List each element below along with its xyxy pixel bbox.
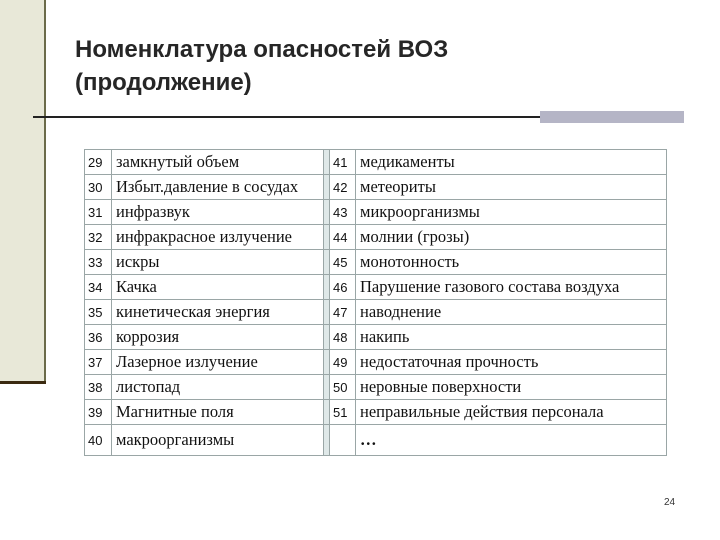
left-decor-edge bbox=[44, 0, 46, 384]
hazards-table-body bbox=[85, 150, 667, 456]
hazard-name-right: Парушение газового состава воздуха bbox=[356, 275, 667, 300]
hazard-number-left: 34 bbox=[85, 275, 112, 300]
table-row bbox=[85, 350, 667, 375]
hazard-name-left: Качка bbox=[112, 275, 324, 300]
hazard-number-left: 29 bbox=[85, 150, 112, 175]
left-decor-bar bbox=[0, 0, 44, 382]
hazard-name-left: коррозия bbox=[112, 325, 324, 350]
hazard-number-right: 42 bbox=[330, 175, 356, 200]
hazard-name-left: Лазерное излучение bbox=[112, 350, 324, 375]
hazard-number-right: 51 bbox=[330, 400, 356, 425]
hazard-number-right: 41 bbox=[330, 150, 356, 175]
hazard-number-left: 31 bbox=[85, 200, 112, 225]
hazard-number-left: 35 bbox=[85, 300, 112, 325]
hazards-table bbox=[84, 149, 667, 456]
table-row bbox=[85, 400, 667, 425]
hazard-name-right: наводнение bbox=[356, 300, 667, 325]
hazard-name-left: макроорганизмы bbox=[112, 425, 324, 456]
hazard-number-left: 37 bbox=[85, 350, 112, 375]
left-decor-foot bbox=[0, 381, 46, 384]
hazard-number-right: 48 bbox=[330, 325, 356, 350]
hazard-name-left: инфракрасное излучение bbox=[112, 225, 324, 250]
hazard-name-left: кинетическая энергия bbox=[112, 300, 324, 325]
slide-title bbox=[75, 33, 675, 99]
table-row bbox=[85, 325, 667, 350]
hazard-number-left: 33 bbox=[85, 250, 112, 275]
hazard-name-left: искры bbox=[112, 250, 324, 275]
hazard-number-left: 38 bbox=[85, 375, 112, 400]
table-row bbox=[85, 175, 667, 200]
table-row bbox=[85, 375, 667, 400]
title-divider bbox=[33, 116, 540, 118]
hazard-name-right: накипь bbox=[356, 325, 667, 350]
hazard-number-left: 36 bbox=[85, 325, 112, 350]
hazard-number-left: 30 bbox=[85, 175, 112, 200]
table-row bbox=[85, 150, 667, 175]
slide-title-line-2: (продолжение) bbox=[75, 69, 252, 96]
hazard-name-right: неправильные действия персонала bbox=[356, 400, 667, 425]
table-row bbox=[85, 300, 667, 325]
hazard-name-left: замкнутый объем bbox=[112, 150, 324, 175]
hazard-number-right: 50 bbox=[330, 375, 356, 400]
hazard-name-right: метеориты bbox=[356, 175, 667, 200]
hazard-number-right bbox=[330, 425, 356, 456]
table-row bbox=[85, 425, 667, 456]
hazard-number-right: 44 bbox=[330, 225, 356, 250]
hazard-name-right: неровные поверхности bbox=[356, 375, 667, 400]
hazard-number-left: 32 bbox=[85, 225, 112, 250]
slide-title-line-1: Номенклатура опасностей ВОЗ bbox=[75, 36, 449, 63]
hazard-name-right: микроорганизмы bbox=[356, 200, 667, 225]
hazard-number-right: 47 bbox=[330, 300, 356, 325]
table-row bbox=[85, 200, 667, 225]
table-row bbox=[85, 250, 667, 275]
hazard-name-right: недостаточная прочность bbox=[356, 350, 667, 375]
hazard-number-left: 40 bbox=[85, 425, 112, 456]
table-row bbox=[85, 225, 667, 250]
hazard-name-left: Магнитные поля bbox=[112, 400, 324, 425]
hazard-number-right: 49 bbox=[330, 350, 356, 375]
hazard-name-left: инфразвук bbox=[112, 200, 324, 225]
hazard-number-left: 39 bbox=[85, 400, 112, 425]
table-row bbox=[85, 275, 667, 300]
hazard-name-right: молнии (грозы) bbox=[356, 225, 667, 250]
hazard-name-right: медикаменты bbox=[356, 150, 667, 175]
hazard-number-right: 43 bbox=[330, 200, 356, 225]
hazard-name-left: листопад bbox=[112, 375, 324, 400]
hazard-name-right: … bbox=[356, 425, 667, 456]
hazard-number-right: 45 bbox=[330, 250, 356, 275]
page-number: 24 bbox=[664, 497, 676, 508]
hazard-name-right: монотонность bbox=[356, 250, 667, 275]
hazard-number-right: 46 bbox=[330, 275, 356, 300]
title-divider-accent bbox=[540, 111, 684, 123]
hazard-name-left: Избыт.давление в сосудах bbox=[112, 175, 324, 200]
